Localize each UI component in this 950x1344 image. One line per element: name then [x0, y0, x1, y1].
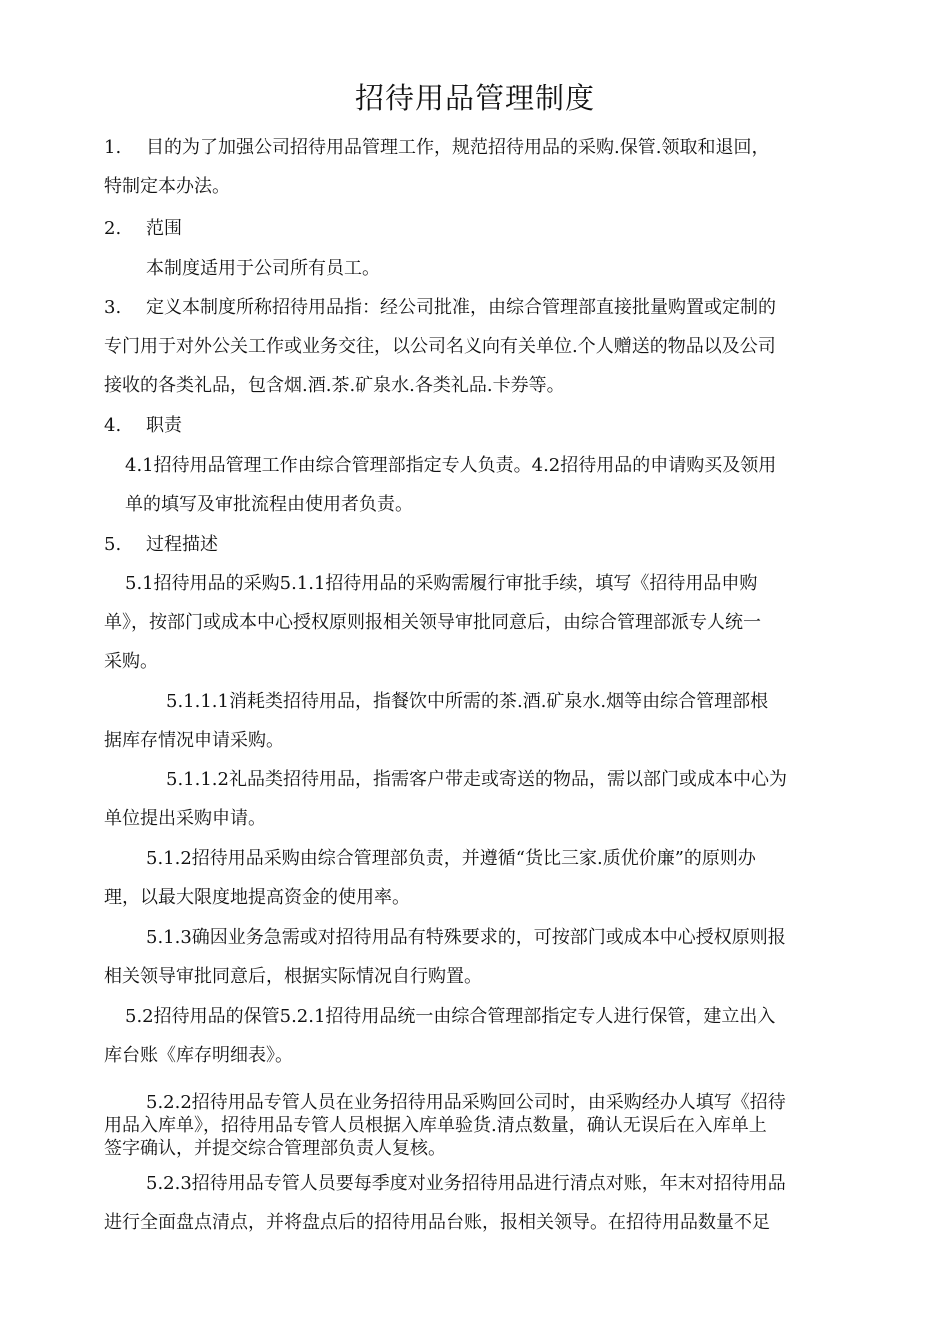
- section-5-1-2-line-1: 5.1.2招待用品采购由综合管理部负责，并遵循“货比三家.质优价廉”的原则办: [146, 848, 756, 869]
- section-5-2-2-line-1: 5.2.2招待用品专管人员在业务招待用品采购回公司时，由采购经办人填写《招待: [146, 1092, 786, 1113]
- section-5-1-line-3: 采购。: [104, 651, 158, 672]
- section-number-3: 3.: [104, 297, 122, 318]
- section-number-5: 5.: [104, 534, 122, 555]
- section-5-2-2-line-3: 签字确认，并提交综合管理部负责人复核。: [104, 1138, 446, 1159]
- section-5-1-line-2: 单》，按部门或成本中心授权原则报相关领导审批同意后，由综合管理部派专人统一: [104, 612, 761, 633]
- section-4-line-2: 单的填写及审批流程由使用者负责。: [125, 494, 413, 515]
- section-5-1-3-line-2: 相关领导审批同意后，根据实际情况自行购置。: [104, 966, 482, 987]
- section-3-line-3: 接收的各类礼品，包含烟.酒.茶.矿泉水.各类礼品.卡券等。: [104, 375, 565, 396]
- section-2-heading: 范围: [146, 218, 182, 239]
- document-title: 招待用品管理制度: [354, 81, 595, 115]
- section-1-line-1: 目的为了加强公司招待用品管理工作，规范招待用品的采购.保管.领取和退回，: [146, 137, 770, 158]
- section-5-1-1-1-line-2: 据库存情况申请采购。: [104, 730, 284, 751]
- section-5-1-line-1: 5.1招待用品的采购5.1.1招待用品的采购需履行审批手续，填写《招待用品申购: [125, 573, 758, 594]
- section-5-2-3-line-1: 5.2.3招待用品专管人员要每季度对业务招待用品进行清点对账，年末对招待用品: [146, 1173, 786, 1194]
- section-3-line-1: 定义本制度所称招待用品指：经公司批准，由综合管理部直接批量购置或定制的: [146, 297, 776, 318]
- section-5-heading: 过程描述: [146, 534, 218, 555]
- section-5-1-1-2-line-2: 单位提出采购申请。: [104, 808, 266, 829]
- section-number-1: 1.: [104, 137, 122, 158]
- section-number-2: 2.: [104, 218, 122, 239]
- section-5-1-3-line-1: 5.1.3确因业务急需或对招待用品有特殊要求的，可按部门或成本中心授权原则报: [146, 927, 786, 948]
- section-5-1-2-line-2: 理，以最大限度地提高资金的使用率。: [104, 887, 410, 908]
- section-4-line-1: 4.1招待用品管理工作由综合管理部指定专人负责。4.2招待用品的申请购买及领用: [125, 455, 777, 476]
- section-2-body: 本制度适用于公司所有员工。: [146, 258, 380, 279]
- section-5-1-1-2-line-1: 5.1.1.2礼品类招待用品，指需客户带走或寄送的物品，需以部门或成本中心为: [166, 769, 787, 790]
- section-5-2-3-line-2: 进行全面盘点清点，并将盘点后的招待用品台账，报相关领导。在招待用品数量不足: [104, 1212, 770, 1233]
- section-5-2-line-1: 5.2招待用品的保管5.2.1招待用品统一由综合管理部指定专人进行保管，建立出入: [125, 1006, 776, 1027]
- section-3-line-2: 专门用于对外公关工作或业务交往，以公司名义向有关单位.个人赠送的物品以及公司: [104, 336, 776, 357]
- section-4-heading: 职责: [146, 415, 182, 436]
- section-5-1-1-1-line-1: 5.1.1.1消耗类招待用品，指餐饮中所需的茶.酒.矿泉水.烟等由综合管理部根: [166, 691, 769, 712]
- section-5-2-2-line-2: 用品入库单》，招待用品专管人员根据入库单验货.清点数量，确认无误后在入库单上: [104, 1115, 767, 1136]
- section-5-2-line-2: 库台账《库存明细表》。: [104, 1045, 293, 1066]
- section-number-4: 4.: [104, 415, 122, 436]
- section-1-line-2: 特制定本办法。: [104, 176, 230, 197]
